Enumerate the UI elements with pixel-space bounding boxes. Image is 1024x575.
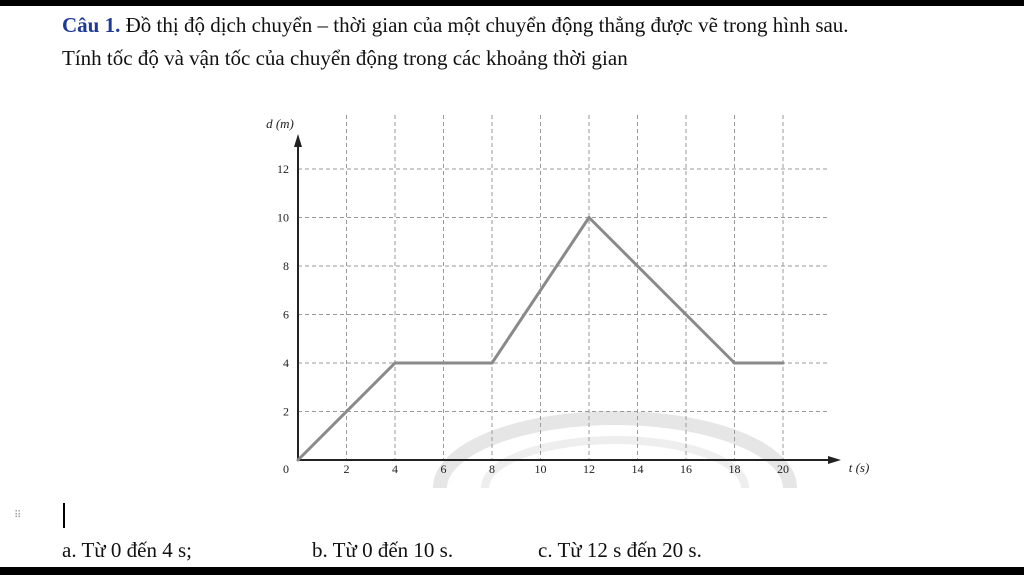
question-line-2: Tính tốc độ và vận tốc của chuyển động trong các khoảng thời gian [62, 46, 628, 70]
x-tick-label: 20 [777, 462, 789, 476]
y-tick-label: 2 [283, 404, 289, 419]
x-tick-label: 10 [534, 462, 547, 476]
x-tick-label: 16 [680, 462, 692, 476]
question-number: Câu 1. [62, 13, 121, 37]
watermark-arc-inner [485, 440, 745, 488]
y-tick-label: 10 [277, 210, 289, 225]
x-axis-label: t (s) [848, 460, 870, 475]
answer-b: b. Từ 0 đến 10 s. [312, 538, 454, 562]
y-tick-label: 6 [283, 307, 289, 322]
x-tick-label: 2 [343, 462, 350, 476]
question-text-1: Đồ thị độ dịch chuyển – thời gian của một chuyển động thẳng được vẽ trong hình sau. [120, 13, 849, 37]
bottom-border [0, 567, 1024, 575]
y-axis-label: d (m) [266, 116, 294, 131]
y-tick-label: 8 [283, 259, 289, 273]
y-tick-label: 4 [283, 356, 289, 370]
x-axis-arrow [828, 456, 841, 464]
data-point [491, 362, 494, 365]
x-tick-label: 6 [440, 462, 447, 476]
data-point [297, 459, 300, 462]
x-tick-label: 4 [392, 462, 398, 476]
data-point [394, 362, 397, 365]
x-tick-label: 18 [728, 462, 741, 476]
text-cursor [63, 503, 65, 528]
data-point [733, 362, 736, 365]
x-tick-label: 0 [283, 462, 289, 476]
y-tick-label: 12 [277, 162, 289, 176]
y-axis-arrow [294, 134, 302, 147]
x-tick-label: 12 [583, 462, 595, 476]
drag-handle-icon[interactable]: ⠿ [14, 510, 22, 521]
data-point [782, 362, 785, 365]
displacement-time-chart [250, 110, 890, 490]
answer-c: c. Từ 12 s đến 20 s. [538, 538, 702, 562]
top-border [0, 0, 1024, 6]
data-point [588, 216, 591, 219]
question-line-1 [62, 12, 849, 38]
x-tick-label: 14 [631, 462, 644, 476]
x-tick-label: 8 [489, 462, 495, 476]
answer-a: a. Từ 0 đến 4 s; [62, 538, 192, 562]
